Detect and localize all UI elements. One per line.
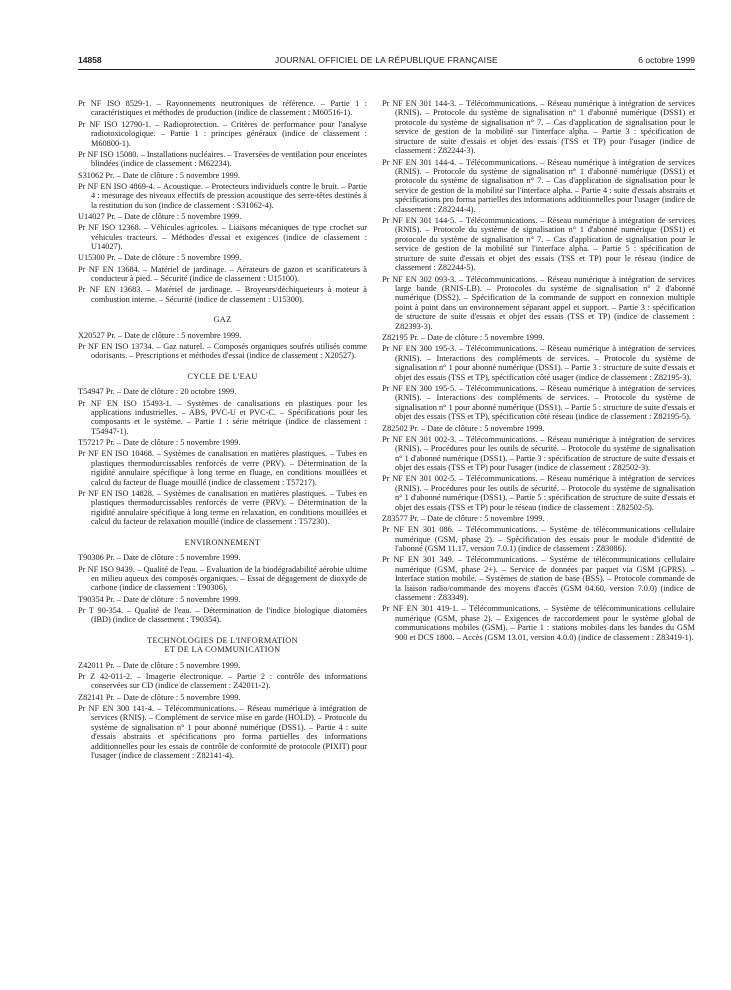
standard-entry: Pr NF EN 302 093-3. – Télécommunications. – Réseau numérique à intégration de services large bande (RNIS-LB). – Protocoles du système de signalisation n° 2 d'abonné numérique (DSS2). – Spécification de la commande de support en connexion multiple point à point dans un environnement séparant appel et support. – Partie 3 : spécification de structure de suite d'essais et objet des essais (TSS et TP) (indice de classement : Z82393-3). <box>382 274 695 331</box>
standard-entry: Pr NF EN 301 349. – Télécommunications. – Système de télécommunications cellulaire numérique (GSM, phase 2+). – Service de données par paquet via GSM (GPRS). – Interface station mobile. – Systèmes de station de base (BSS). – Protocole commande de la liaison radio/commande des moyens d'accès (GSM 04.60, version 7.0.0) (indice de classement : Z83349). <box>382 555 695 603</box>
standard-entry: Pr NF EN ISO 10468. – Systèmes de canalisation en matières plastiques. – Tubes en plastiques thermodurcissables renforcés de verre (PRV). – Détermination de la rigidité annulaire spécifique à long terme en fluage, en conditions mouillées et calcul du facteur de fluage mouillé (indice de classement : T57217). <box>78 449 367 487</box>
standard-entry: T57217 Pr. – Date de clôture : 5 novembre 1999. <box>78 438 241 448</box>
page-header <box>78 55 695 69</box>
standard-entry: S31062 Pr. – Date de clôture : 5 novembre 1999. <box>78 170 240 180</box>
issue-date: 6 octobre 1999 <box>638 55 695 65</box>
standard-entry: Pr NF EN 13683. – Matériel de jardinage. – Broyeurs/déchiqueteurs à moteur à combustion interne. – Sécurité (indice de classement : U15300). <box>78 285 367 304</box>
standard-entry: U14027 Pr. – Date de clôture : 5 novembre 1999. <box>78 211 242 221</box>
standard-entry: Pr NF EN ISO 15493-1. – Systèmes de canalisations en plastiques pour les applications industrielles. – ABS, PVC-U et PVC-C. – Spécifications pour les composants et le système. – Partie 1 : série métrique (indice de classement : T54947-1). <box>78 398 367 436</box>
standard-entry: Pr NF EN 301 086. – Télécommunications. – Système de télécommunications cellulaire numérique (GSM, phase 2). – Spécification des essais pour le module d'identité de l'abonné (GSM 11.17, version 7.0.1) (indice de classement : Z83086). <box>382 525 695 554</box>
standard-entry: Pr NF EN ISO 4869-4. – Acoustique. – Protecteurs individuels contre le bruit. – Partie 4 : mesurage des niveaux effectifs de pression acoustique des serre-têtes destinés à la restitution du son (indice de classement : S31062-4). <box>78 181 367 210</box>
standard-entry: Pr NF ISO 8529-1. – Rayonnements neutroniques de référence. – Partie 1 : caractéristiques et méthodes de production (indice de classement : M60516-1). <box>78 99 367 118</box>
standard-entry: T90306 Pr. – Date de clôture : 5 novembre 1999. <box>78 553 241 563</box>
standard-entry: Pr NF EN 300 141-4. – Télécommunications. – Réseau numérique à intégration de services (RNIS). – Complément de service mise en garde (HOLD). – Protocole du système de signalisation n° 1 pour abonné numérique (DSS1). – Partie 4 : suite d'essais abstraits et spécifications pro forma partielles des informations additionnelles pour les essais de contrôle de conformité de protocole (PIXIT) pour l'usager (indice de classement : Z82141-4). <box>78 703 367 761</box>
standard-entry: U15300 Pr. – Date de clôture : 5 novembre 1999. <box>78 253 242 263</box>
standard-entry: Z82141 Pr. – Date de clôture : 5 novembre 1999. <box>78 692 241 702</box>
standard-entry: Pr NF EN 301 144-5. – Télécommunications. – Réseau numérique à intégration de services (RNIS). – Protocole du système de signalisation n° 1 d'abonné numérique (DSS1) et protocole du système de signalisation n° 7. – Cas d'application de signalisation pour le service de gestion de la mobilité sur l'interface alpha. – Partie 5 : spécification de structure de suite d'essais et objet des essais (TSS et TP) pour le réseau (indice de classement : Z82244-5). <box>382 216 695 273</box>
right-column <box>382 99 695 644</box>
standard-entry: Z83577 Pr. – Date de clôture : 5 novembre 1999. <box>382 514 545 523</box>
section-heading: ENVIRONNEMENT <box>184 537 261 547</box>
standard-entry: T54947 Pr. – Date de clôture : 20 octobre 1999. <box>78 387 237 397</box>
standard-entry: Pr NF EN 300 195-5. – Télécommunications. – Réseau numérique à intégration de services (RNIS). – Interactions des compléments de services. – Protocole du système de signalisation n° 1 pour abonné numérique (DSS1). – Partie 5 : structure de suite d'essais et objet des essais (TSS et TP), spécification côté réseau (indice de classement : Z82195-5). <box>382 383 695 422</box>
header-rule <box>78 69 695 70</box>
standard-entry: Pr NF ISO 15080. – Installations nucléaires. – Traversées de ventilation pour enceintes blindées (indice de classement : M62234). <box>78 149 367 169</box>
standard-entry: Pr NF ISO 9439. – Qualité de l'eau. – Evaluation de la biodégradabilité aérobie ultime en milieu aqueux des composés organiques. – Essai de dégagement de dioxyde de carbone (indice de classement : T90306). <box>78 564 367 593</box>
standard-entry: Pr NF EN 300 195-3. – Télécommunications. – Réseau numérique à intégration de services (RNIS). – Interactions des compléments de services. – Protocole du système de signalisation n° 1 pour abonné numérique (DSS1). – Partie 3 : structure de suite d'essais et objet des essais (TSS et TP), spécification côté usager (indice de classement : Z82195-3). <box>382 344 695 382</box>
page-number: 14858 <box>78 55 102 65</box>
standard-entry: Pr NF EN 301 002-5. – Télécommunications. – Réseau numérique à intégration de services (RNIS). – Procédures pour les outils de sécurité. – Protocole du système de signalisation n° 1 d'abonné numérique (DSS1). – Partie 5 : spécification de structure de suite d'essais et objet des essais (TSS et TP) pour le réseau (indice de classement : Z82502-5). <box>382 474 695 512</box>
standard-entry: Pr NF EN 301 144-4. – Télécommunications. – Réseau numérique à intégration de services (RNIS). – Protocole du système de signalisation n° 1 d'abonné numérique (DSS1) et protocole du système de signalisation n° 7. – Cas d'application de signalisation pour le service de gestion de la mobilité sur l'interface alpha. – Partie 4 : suite d'essais abstraits et spécifications pro forma partielles des informations additionnelles pour l'usager (indice de classement : Z82244-4). <box>382 157 695 214</box>
standard-entry: Pr NF EN 301 419-1. – Télécommunications. – Système de télécommunications cellulaire numérique (GSM, phase 2). – Exigences de raccordement pour le système global de communications mobiles (GSM). – Partie 1 : stations mobiles dans les bandes du GSM 900 et DCS 1800. – Accès (GSM 13.01, version 4.0.0) (indice de classement : Z83419-1). <box>382 604 695 642</box>
journal-title: JOURNAL OFFICIEL DE LA RÉPUBLIQUE FRANÇAISE <box>275 55 498 65</box>
standard-entry: Pr NF EN 13684. – Matériel de jardinage. – Aérateurs de gazon et scarificateurs à conducteur à pied. – Sécurité (indice de classement : U15100). <box>78 264 367 284</box>
standard-entry: Pr NF EN 301 144-3. – Télécommunications. – Réseau numérique à intégration de services (RNIS). – Protocole du système de signalisation n° 1 d'abonné numérique (DSS1) et protocole du système de signalisation n° 7. – Cas d'application de signalisation pour le service de gestion de la mobilité sur l'interface alpha. – Partie 3 : spécification de structure de suite d'essais et objet des essais (TSS et TP) pour l'usager (indice de classement : Z82244-3). <box>382 99 695 156</box>
standard-entry: Pr NF EN 301 002-3. – Télécommunications. – Réseau numérique à intégration de services (RNIS). – Procédures pour les outils de sécurité. – Protocole du système de signalisation n° 1 d'abonné numérique (DSS1). – Partie 3 : spécification de structure de suite d'essais et objet des essais (TSS et TP) pour l'usager (indice de classement : Z82502-3). <box>382 434 695 473</box>
standard-entry: Z82502 Pr. – Date de clôture : 5 novembre 1999. <box>382 423 545 433</box>
standard-entry: Pr NF ISO 12790-1. – Radioprotection. – Critères de performance pour l'analyse radiotoxicologique. – Partie 1 : principes généraux (indice de classement : M60800-1). <box>78 119 367 148</box>
standard-entry: Pr NF EN ISO 13734. – Gaz naturel. – Composés organiques soufrés utilisés comme odorisants. – Prescriptions et méthodes d'essai (indice de classement : X20527). <box>78 341 367 361</box>
standard-entry: Z42011 Pr. – Date de clôture : 5 novembre 1999. <box>78 660 241 670</box>
standard-entry: Z82195 Pr. – Date de clôture : 5 novembre 1999. <box>382 333 545 343</box>
section-heading: TECHNOLOGIES DE L'INFORMATION ET DE LA COMMUNICATION <box>147 635 298 655</box>
standard-entry: T90354 Pr. – Date de clôture : 5 novembre 1999. <box>78 594 241 604</box>
standard-entry: Pr NF EN ISO 14828. – Systèmes de canalisation en matières plastiques. – Tubes en plastiques thermodurcissables renforcés de verre (PRV). – Détermination de la rigidité annulaire spécifique à long terme en relaxation, en conditions mouillées et calcul du facteur de relaxation mouillé (indice de classement : T57230). <box>78 489 367 527</box>
section-heading: CYCLE DE L'EAU <box>187 371 258 381</box>
left-column <box>78 99 367 762</box>
standard-entry: Pr T 90-354. – Qualité de l'eau. – Détermination de l'indice biologique diatomées (IBD) (indice de classement : T90354). <box>78 605 367 625</box>
standard-entry: Pr Z 42-011-2. – Imagerie électronique. – Partie 2 : contrôle des informations conservées sur CD (indice de classement : Z42011-2). <box>78 672 367 691</box>
standard-entry: X20527 Pr. – Date de clôture : 5 novembre 1999. <box>78 330 242 340</box>
standard-entry: Pr NF ISO 12368. – Véhicules agricoles. – Liaisons mécaniques de type crochet sur véhicules tracteurs. – Méthodes d'essai et exigences (indice de classement : U14027). <box>78 223 367 252</box>
section-heading: GAZ <box>213 315 232 325</box>
